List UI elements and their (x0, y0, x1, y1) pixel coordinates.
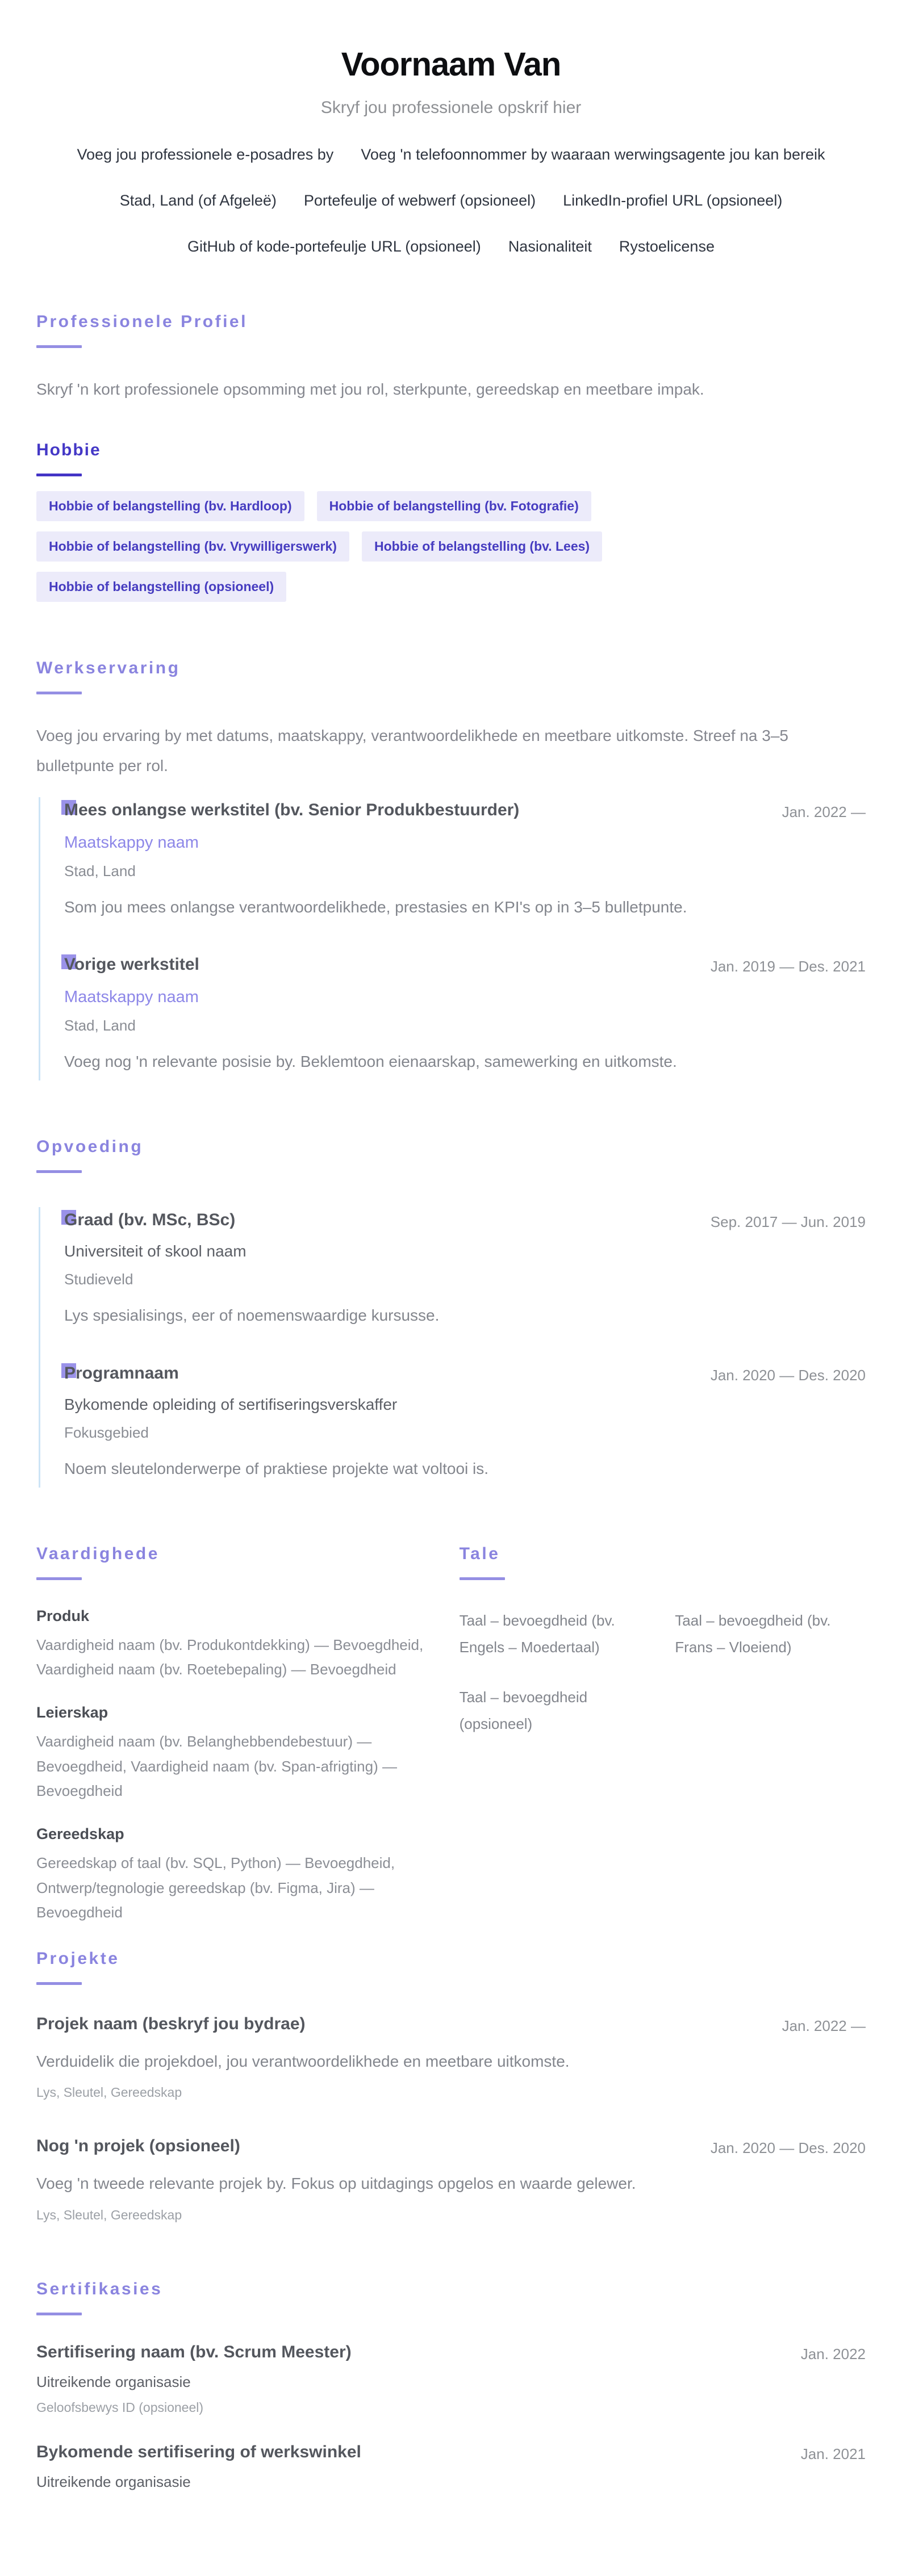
skill-group-items: Vaardigheid naam (bv. Belanghebbendebestuur) — Bevoegdheid, Vaardigheid naam (bv. Span-afrigting) — Bevoegdheid (36, 1733, 397, 1800)
project-tags: Lys, Sleutel, Gereedskap (36, 2085, 182, 2100)
section-languages (460, 1544, 866, 1925)
degree-title: Graad (bv. MSc, BSc) (64, 1210, 235, 1230)
project-entry (36, 2137, 866, 2222)
language-item: Taal – bevoegdheid (bv. Engels – Moedertaal) (459, 1611, 615, 1656)
education-entry (64, 1364, 866, 1482)
section-hobbies (36, 441, 866, 602)
section-skills (36, 1544, 431, 1925)
skill-group (36, 1825, 431, 1925)
project-title: Projek naam (beskryf jou bydrae) (36, 2014, 306, 2034)
skill-group-list (36, 1607, 431, 1925)
section-title-professional-profile: Professionele Profiel (36, 312, 248, 331)
certification-entry (36, 2443, 866, 2491)
section-underline (36, 692, 82, 694)
certification-issuer: Uitreikende organisasie (36, 2473, 191, 2490)
hobby-chip: Hobbie of belangstelling (bv. Vrywilligerswerk) (36, 531, 349, 562)
entry-header (36, 2343, 866, 2363)
field-of-study: Fokusgebied (64, 1423, 149, 1441)
project-title: Nog 'n projek (opsioneel) (36, 2137, 240, 2156)
contact-email-placeholder: Voeg jou professionele e-posadres by (77, 146, 334, 163)
project-description: Voeg 'n tweede relevante projek by. Fokus op uitdagings opgelos en waarde gelewer. (36, 2175, 636, 2193)
section-underline (36, 474, 82, 476)
project-entry (36, 2014, 866, 2100)
section-underline (36, 1577, 82, 1580)
section-title-hobbies: Hobbie (36, 441, 101, 460)
job-location: Stad, Land (64, 1017, 136, 1034)
entry-header (36, 2014, 866, 2035)
contact-info (36, 146, 866, 255)
section-underline (36, 1170, 82, 1173)
hobby-chip: Hobbie of belangstelling (opsioneel) (36, 572, 286, 602)
project-date-range: Jan. 2022 — (782, 2017, 866, 2035)
job-description: Som jou mees onlangse verantwoordelikhede, prestasies en KPI's op in 3–5 bulletpunte. (64, 898, 687, 916)
certification-date: Jan. 2021 (800, 2445, 866, 2462)
entry-header (64, 955, 866, 975)
language-item: Taal – bevoegdheid (opsioneel) (459, 1689, 588, 1733)
section-underline (36, 345, 82, 348)
job-location: Stad, Land (64, 862, 136, 879)
section-education (36, 1137, 866, 1488)
entry-header (64, 1210, 866, 1231)
contact-linkedin-placeholder: LinkedIn-profiel URL (opsioneel) (563, 192, 783, 209)
hobby-chip: Hobbie of belangstelling (bv. Hardloop) (36, 491, 304, 521)
section-underline (460, 1577, 505, 1580)
skill-group-name: Produk (36, 1607, 90, 1624)
education-timeline (39, 1207, 866, 1488)
language-item: Taal – bevoegdheid (bv. Frans – Vloeiend) (675, 1611, 831, 1656)
entry-header (36, 2443, 866, 2463)
skill-group-name: Gereedskap (36, 1825, 124, 1843)
job-title: Vorige werkstitel (64, 955, 199, 974)
contact-location-placeholder: Stad, Land (of Afgeleë) (119, 192, 277, 209)
job-date-range: Jan. 2019 — Des. 2021 (710, 958, 866, 975)
entry-header (64, 801, 866, 821)
contact-row (36, 146, 866, 164)
skill-group (36, 1704, 431, 1804)
entry-header (64, 1364, 866, 1384)
full-name: Voornaam Van (341, 46, 561, 83)
skill-group-name: Leierskap (36, 1704, 108, 1721)
degree-title: Programnaam (64, 1364, 179, 1383)
section-title-languages: Tale (459, 1544, 500, 1563)
headline: Skryf jou professionele opskrif hier (320, 98, 582, 117)
school-name: Bykomende opleiding of sertifiseringsverskaffer (64, 1395, 398, 1413)
section-title-education: Opvoeding (36, 1137, 144, 1157)
contact-nationality-placeholder: Nasionaliteit (508, 238, 592, 255)
contact-row (36, 192, 866, 210)
skill-group (36, 1607, 431, 1682)
company-name: Maatskappy naam (64, 988, 199, 1007)
certification-date: Jan. 2022 (800, 2345, 866, 2363)
school-name: Universiteit of skool naam (64, 1242, 247, 1260)
certification-entry (36, 2343, 866, 2415)
experience-entry (64, 955, 866, 1075)
certification-list (36, 2315, 866, 2491)
contact-portfolio-placeholder: Portefeulje of webwerf (opsioneel) (303, 192, 536, 209)
education-date-range: Sep. 2017 — Jun. 2019 (710, 1213, 866, 1231)
skill-group-items: Gereedskap of taal (bv. SQL, Python) — Bevoegdheid, Ontwerp/tegnologie gereedskap (bv. Figma, Jira) — Bevoegdheid (36, 1854, 395, 1921)
resume-header (36, 32, 866, 255)
profile-summary: Skryf 'n kort professionele opsomming met jou rol, sterkpunte, gereedskap en meetbare impak. (36, 380, 704, 398)
education-entry (64, 1210, 866, 1329)
field-of-study: Studieveld (64, 1271, 133, 1288)
hobby-chip: Hobbie of belangstelling (bv. Fotografie) (317, 491, 591, 521)
section-work-experience (36, 659, 866, 1080)
experience-timeline (39, 797, 866, 1081)
education-date-range: Jan. 2020 — Des. 2020 (710, 1366, 866, 1384)
section-title-certifications: Sertifikasies (36, 2279, 163, 2298)
job-title: Mees onlangse werkstitel (bv. Senior Produkbestuurder) (64, 801, 519, 820)
language-list (460, 1607, 866, 1737)
contact-phone-placeholder: Voeg 'n telefoonnommer by waaraan werwingsagente jou kan bereik (361, 146, 825, 163)
project-date-range: Jan. 2020 — Des. 2020 (710, 2139, 866, 2157)
certification-credential-id: Geloofsbewys ID (opsioneel) (36, 2399, 204, 2415)
certification-issuer: Uitreikende organisasie (36, 2373, 191, 2390)
experience-intro: Voeg jou ervaring by met datums, maatskappy, verantwoordelikhede en meetbare uitkomste. Streef na 3–5 bulletpunte per rol. (36, 727, 788, 775)
company-name: Maatskappy naam (64, 833, 199, 852)
section-projects (36, 1949, 866, 2222)
contact-github-placeholder: GitHub of kode-portefeulje URL (opsioneel) (187, 238, 481, 255)
certification-title: Sertifisering naam (bv. Scrum Meester) (36, 2342, 352, 2361)
job-description: Voeg nog 'n relevante posisie by. Beklemtoon eienaarskap, samewerking en uitkomste. (64, 1053, 677, 1071)
experience-entry (64, 801, 866, 920)
education-description: Lys spesialisings, eer of noemenswaardige kursusse. (64, 1306, 440, 1325)
project-tags: Lys, Sleutel, Gereedskap (36, 2207, 182, 2222)
certification-title: Bykomende sertifisering of werkswinkel (36, 2442, 361, 2461)
contact-driving-license-placeholder: Rystoelicense (619, 238, 715, 255)
section-professional-profile (36, 312, 866, 404)
section-certifications (36, 2280, 866, 2491)
skill-group-items: Vaardigheid naam (bv. Produkontdekking) — Bevoegdheid, Vaardigheid naam (bv. Roetebepaling) — Bevoegdheid (36, 1636, 424, 1678)
skills-languages-columns (36, 1544, 866, 1925)
contact-row (36, 238, 866, 255)
entry-header (36, 2137, 866, 2157)
section-title-projects: Projekte (36, 1949, 120, 1968)
section-title-work-experience: Werkservaring (36, 659, 181, 678)
job-date-range: Jan. 2022 — (782, 803, 866, 820)
hobby-chip-list (36, 491, 707, 602)
project-description: Verduidelik die projekdoel, jou verantwoordelikhede en meetbare uitkomste. (36, 2053, 570, 2071)
hobby-chip: Hobbie of belangstelling (bv. Lees) (362, 531, 602, 562)
project-list (36, 1985, 866, 2222)
education-description: Noem sleutelonderwerpe of praktiese projekte wat voltooi is. (64, 1459, 489, 1477)
section-title-skills: Vaardighede (36, 1544, 160, 1563)
